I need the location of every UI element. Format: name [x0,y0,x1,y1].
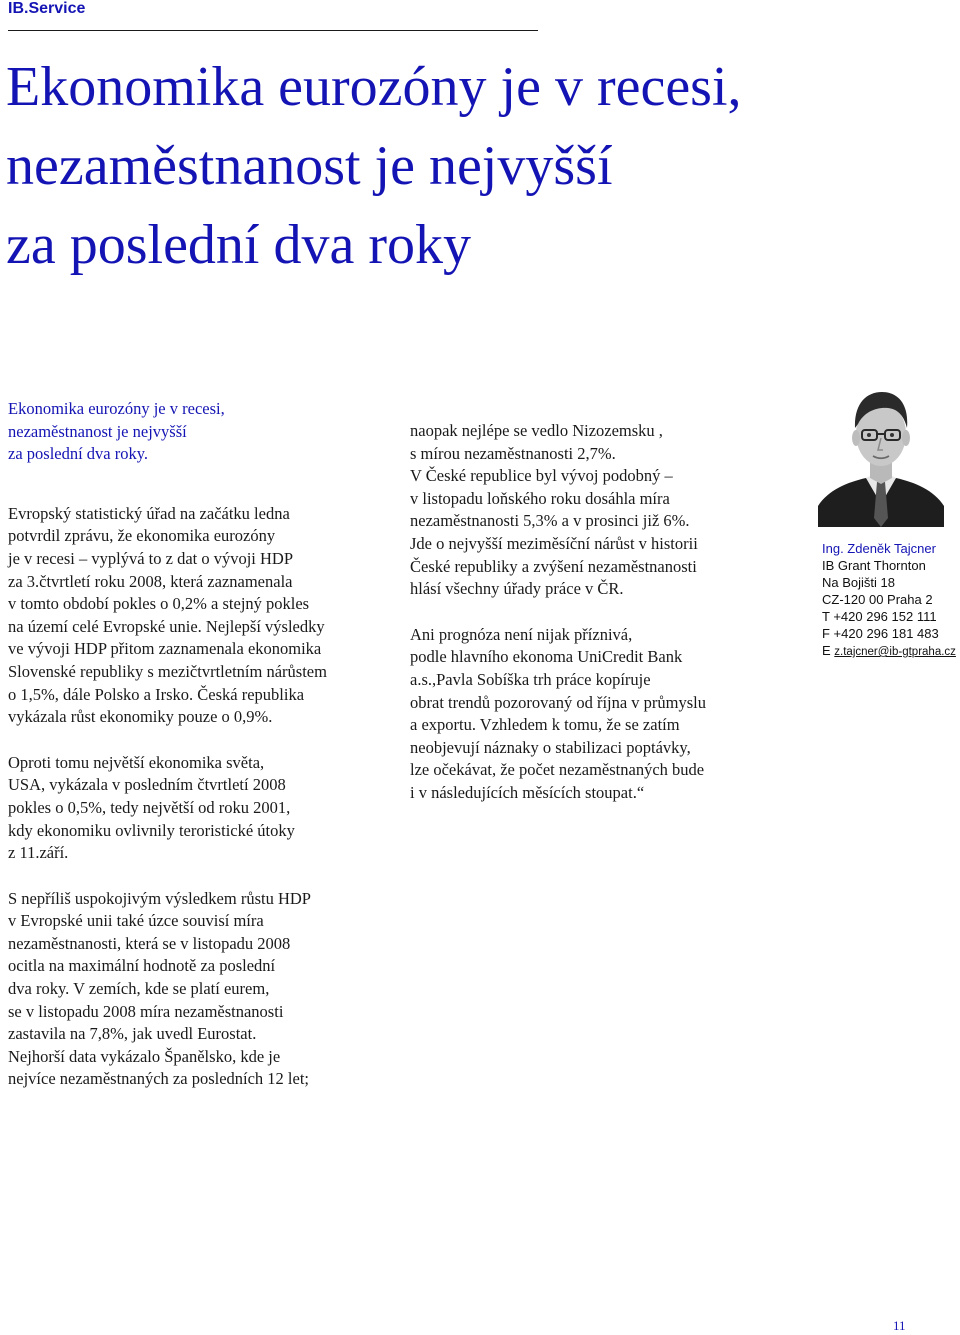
text-line: Oproti tomu největší ekonomika světa, [8,752,265,772]
header-rule [8,30,538,31]
text-line: s mírou nezaměstnanosti 2,7%. [410,443,616,463]
spacer [410,601,790,624]
headline-line: Ekonomika eurozóny je v recesi, [6,56,742,118]
text-line: dva roky. V zemích, kde se platí eurem, [8,979,270,999]
text-line: V České republice byl vývoj podobný – [410,466,673,486]
spacer [8,729,398,752]
text-line: a exportu. Vzhledem k tomu, že se zatím [410,715,680,735]
contact-company: IB Grant Thornton [822,558,926,573]
text-line: v Evropské unii také úzce souvisí míra [8,911,264,931]
text-line: za 3.čtvrtletí roku 2008, která zaznamenala [8,571,293,591]
lead-line: za poslední dva roky. [8,444,149,464]
contact-street: Na Bojišti 18 [822,575,895,590]
email-prefix: E [822,643,831,658]
text-line: o 1,5%, dále Polsko a Irsko. Česká republika [8,684,305,704]
headline-line: nezaměstnanost je nejvyšší [6,135,613,197]
contact-name: Ing. Zdeněk Tajcner [822,541,936,556]
paragraph-netherlands [410,420,790,601]
contact-phone: T +420 296 152 111 [822,609,937,624]
paragraph-unemployment [8,888,398,1091]
text-line: je v recesi – vyplývá to z dat o vývoji HDP [8,548,294,568]
text-line: podle hlavního ekonoma UniCredit Bank [410,647,683,667]
page-title [6,48,946,285]
text-line: Jde o nejvyšší meziměsíční nárůst v historii [410,533,698,553]
contact-fax: F +420 296 181 483 [822,626,939,641]
text-line: naopak nejlépe se vedlo Nizozemsku , [410,421,663,440]
text-line: v tomto období pokles o 0,2% a stejný pokles [8,594,310,614]
paragraph-forecast [410,624,790,805]
text-line: nejvíce nezaměstnaných za posledních 12 let; [8,1069,310,1089]
text-line: hlásí všechny úřady práce v ČR. [410,579,624,599]
text-line: Slovenské republiky s mezičtvrtletním nárůstem [8,661,327,681]
text-line: Evropský statistický úřad na začátku ledna [8,503,290,523]
text-line: S nepříliš uspokojivým výsledkem růstu HDP [8,888,311,908]
text-line: ocitla na maximální hodnotě za poslední [8,956,276,976]
text-line: obrat trendů pozorovaný od října v průmyslu [410,692,707,712]
text-line: zastavila na 7,8%, jak uvedl Eurostat. [8,1024,257,1044]
text-line: nezaměstnanosti 5,3% a v prosinci již 6%. [410,511,690,531]
author-portrait [818,378,944,527]
spacer [8,865,398,888]
middle-column [410,420,790,805]
headline-line: za poslední dva roky [6,214,471,276]
text-line: z 11.září. [8,843,69,863]
lead-line: nezaměstnanost je nejvyšší [8,421,187,441]
page-number: 11 [893,1318,906,1333]
paragraph-usa [8,752,398,865]
text-line: ve vývoji HDP přitom zaznamenala ekonomika [8,639,322,659]
paragraph-gdp [8,503,398,729]
text-line: Nejhorší data vykázalo Španělsko, kde je [8,1046,281,1066]
text-line: v listopadu loňského roku dosáhla míra [410,488,670,508]
portrait-image [818,378,944,527]
lead-line: Ekonomika eurozóny je v recesi, [8,399,225,418]
text-line: na území celé Evropské unie. Nejlepší výsledky [8,616,325,636]
lead-paragraph [8,398,398,466]
left-column [8,398,398,1091]
text-line: i v následujících měsících stoupat.“ [410,782,645,802]
text-line: neobjevují náznaky o stabilizaci poptávky, [410,737,691,757]
text-line: České republiky a zvýšení nezaměstnanosti [410,556,697,576]
text-line: pokles o 0,5%, tedy největší od roku 2001, [8,797,291,817]
text-line: USA, vykázala v posledním čtvrtletí 2008 [8,775,286,795]
text-line: kdy ekonomiku ovlivnily teroristické útoky [8,820,295,840]
text-line: nezaměstnanosti, která se v listopadu 2008 [8,933,291,953]
text-line: potvrdil zprávu, že ekonomika eurozóny [8,526,276,546]
contact-city: CZ-120 00 Praha 2 [822,592,933,607]
contact-card [822,540,960,661]
text-line: se v listopadu 2008 míra nezaměstnanosti [8,1001,284,1021]
spacer [8,466,398,503]
contact-email-row [822,642,960,661]
email-link[interactable]: z.tajcner@ib-gtpraha.cz [834,646,956,658]
section-label: IB.Service [8,0,86,17]
text-line: Ani prognóza není nijak příznivá, [410,624,633,644]
text-line: a.s.,Pavla Sobíška trh práce kopíruje [410,669,651,689]
text-line: vykázala růst ekonomiky pouze o 0,9%. [8,707,273,727]
text-line: lze očekávat, že počet nezaměstnaných bude [410,760,705,780]
